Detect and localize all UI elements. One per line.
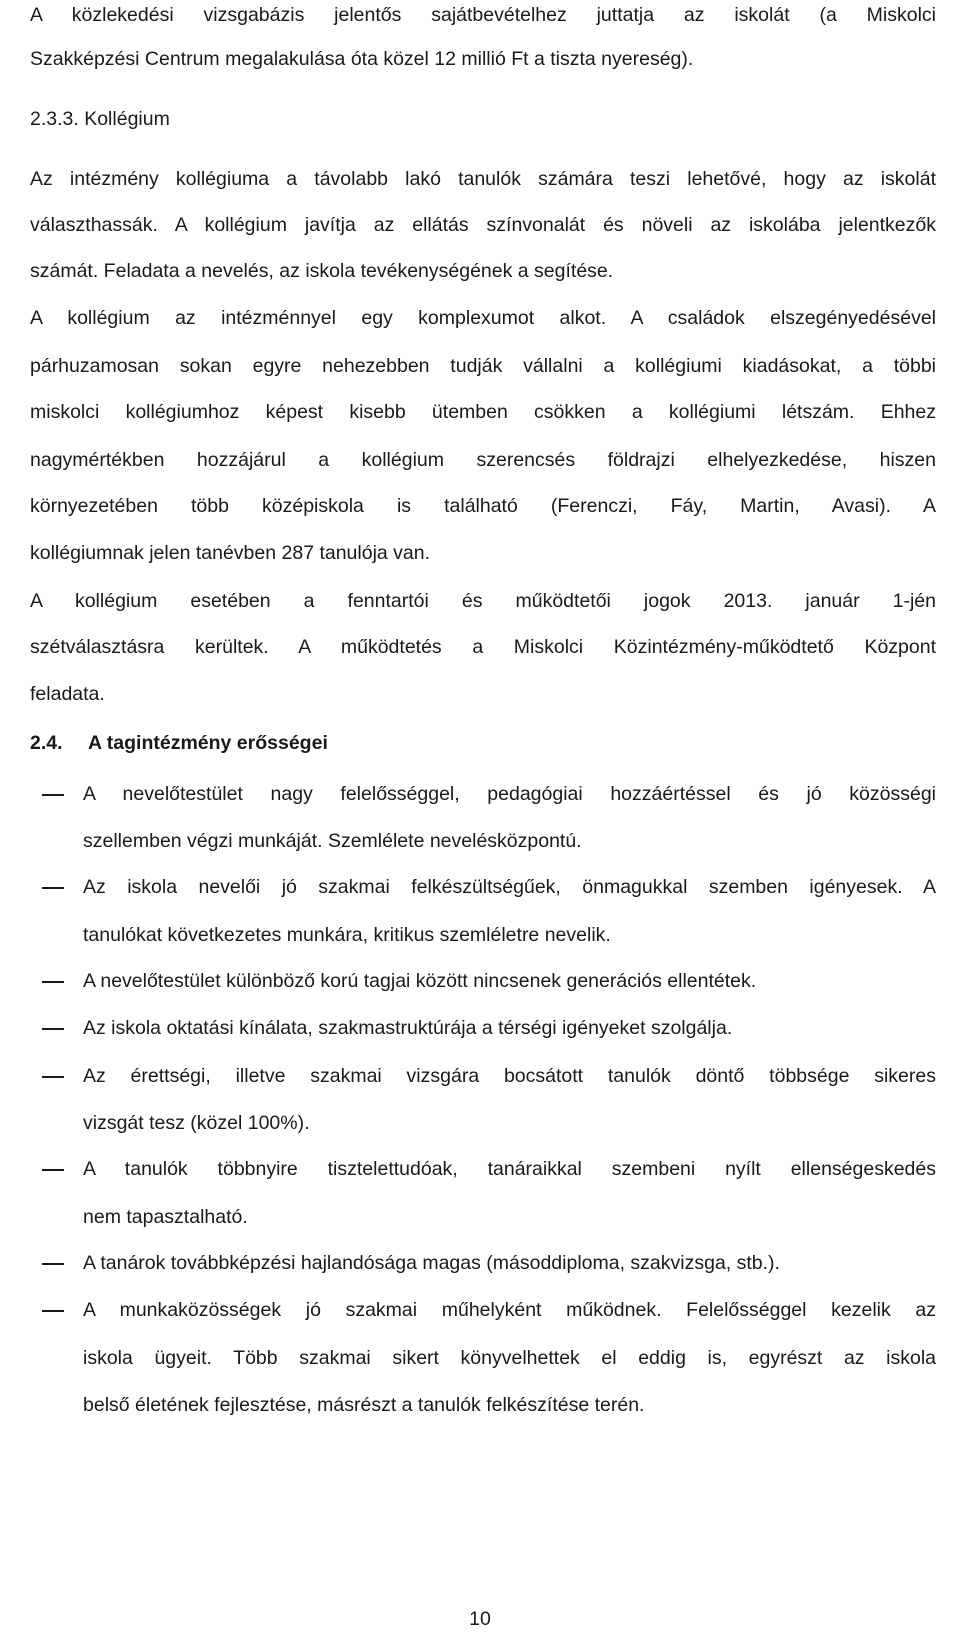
kollegium-p1-line-7: nagymértékben hozzájárul a kollégium szerencsés földrajzi elhelyezkedése, hiszen (30, 449, 936, 471)
kollegium-p2-line-3: feladata. (30, 683, 105, 705)
dash-bullet-icon (42, 887, 64, 889)
bullet-5-line-2: vizsgát tesz (közel 100%). (83, 1112, 310, 1134)
dash-bullet-icon (42, 981, 64, 983)
page-number: 10 (469, 1608, 491, 1630)
kollegium-p1-line-2: választhassák. A kollégium javítja az ellátás színvonalát és növeli az iskolába jelentkezők (30, 214, 936, 236)
section-heading-2-3-3: 2.3.3. Kollégium (30, 108, 170, 130)
intro-line-1: A közlekedési vizsgabázis jelentős sajátbevételhez juttatja az iskolát (a Miskolci (30, 4, 936, 26)
bullet-7-line-1: A tanárok továbbképzési hajlandósága magas (másoddiploma, szakvizsga, stb.). (83, 1252, 780, 1274)
bullet-6-line-1: A tanulók többnyire tisztelettudóak, tanáraikkal szembeni nyílt ellenségeskedés (83, 1158, 936, 1180)
bullet-8-line-2: iskola ügyeit. Több szakmai sikert könyvelhettek el eddig is, egyrészt az iskola (83, 1347, 936, 1369)
bullet-3-line-1: A nevelőtestület különböző korú tagjai között nincsenek generációs ellentétek. (83, 970, 757, 992)
bullet-4-line-1: Az iskola oktatási kínálata, szakmastruktúrája a térségi igényeket szolgálja. (83, 1017, 733, 1039)
bullet-8-line-1: A munkaközösségek jó szakmai műhelyként működnek. Felelősséggel kezelik az (83, 1299, 936, 1321)
bullet-5-line-1: Az érettségi, illetve szakmai vizsgára bocsátott tanulók döntő többsége sikeres (83, 1065, 936, 1087)
dash-bullet-icon (42, 794, 64, 796)
kollegium-p1-line-5: párhuzamosan sokan egyre nehezebben tudják vállalni a kollégiumi kiadásokat, a többi (30, 355, 936, 377)
kollegium-p2-line-2: szétválasztásra kerültek. A működtetés a Miskolci Közintézmény-működtető Központ (30, 636, 936, 658)
dash-bullet-icon (42, 1169, 64, 1171)
kollegium-p1-line-4: A kollégium az intézménnyel egy komplexumot alkot. A családok elszegényedésével (30, 307, 936, 329)
bullet-2-line-1: Az iskola nevelői jó szakmai felkészültségűek, önmagukkal szemben igényesek. A (83, 876, 936, 898)
dash-bullet-icon (42, 1076, 64, 1078)
kollegium-p1-line-9: kollégiumnak jelen tanévben 287 tanulója van. (30, 542, 431, 564)
bullet-8-line-3: belső életének fejlesztése, másrészt a tanulók felkészítése terén. (83, 1394, 645, 1416)
bullet-2-line-2: tanulókat következetes munkára, kritikus szemléletre nevelik. (83, 924, 611, 946)
kollegium-p1-line-3: számát. Feladata a nevelés, az iskola tevékenységének a segítése. (30, 260, 614, 282)
bullet-1-line-2: szellemben végzi munkáját. Szemlélete nevelésközpontú. (83, 830, 582, 852)
bullet-1-line-1: A nevelőtestület nagy felelősséggel, pedagógiai hozzáértéssel és jó közösségi (83, 783, 936, 805)
dash-bullet-icon (42, 1310, 64, 1312)
section-heading-2-4 (30, 731, 328, 755)
section-title: A tagintézmény erősségei (88, 732, 328, 754)
bullet-6-line-2: nem tapasztalható. (83, 1206, 248, 1228)
dash-bullet-icon (42, 1263, 64, 1265)
kollegium-p2-line-1: A kollégium esetében a fenntartói és működtetői jogok 2013. január 1-jén (30, 590, 936, 612)
intro-line-2: Szakképzési Centrum megalakulása óta közel 12 millió Ft a tiszta nyereség). (30, 48, 694, 70)
kollegium-p1-line-6: miskolci kollégiumhoz képest kisebb ütemben csökken a kollégiumi létszám. Ehhez (30, 401, 936, 423)
dash-bullet-icon (42, 1028, 64, 1030)
kollegium-p1-line-1: Az intézmény kollégiuma a távolabb lakó tanulók számára teszi lehetővé, hogy az iskolát (30, 168, 936, 190)
section-number: 2.4. (30, 732, 63, 754)
kollegium-p1-line-8: környezetében több középiskola is található (Ferenczi, Fáy, Martin, Avasi). A (30, 495, 936, 517)
